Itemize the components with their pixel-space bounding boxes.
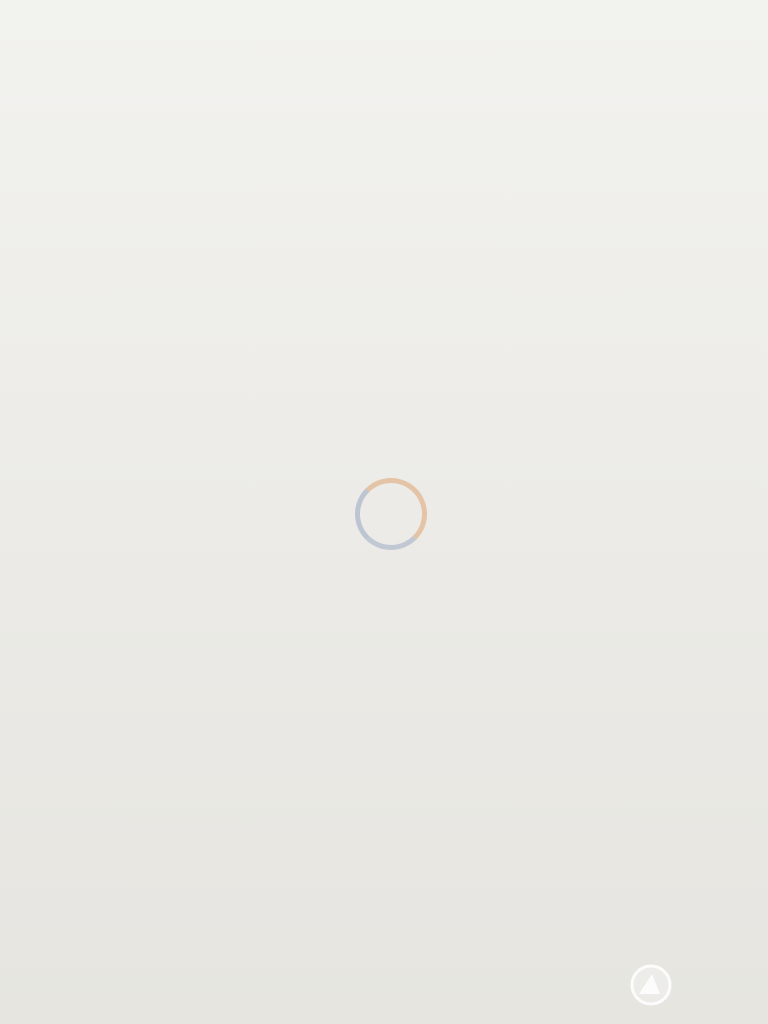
- stamp-watermark: [355, 478, 427, 550]
- shark-fin-icon: [630, 964, 672, 1006]
- akula-logo: [630, 962, 760, 1012]
